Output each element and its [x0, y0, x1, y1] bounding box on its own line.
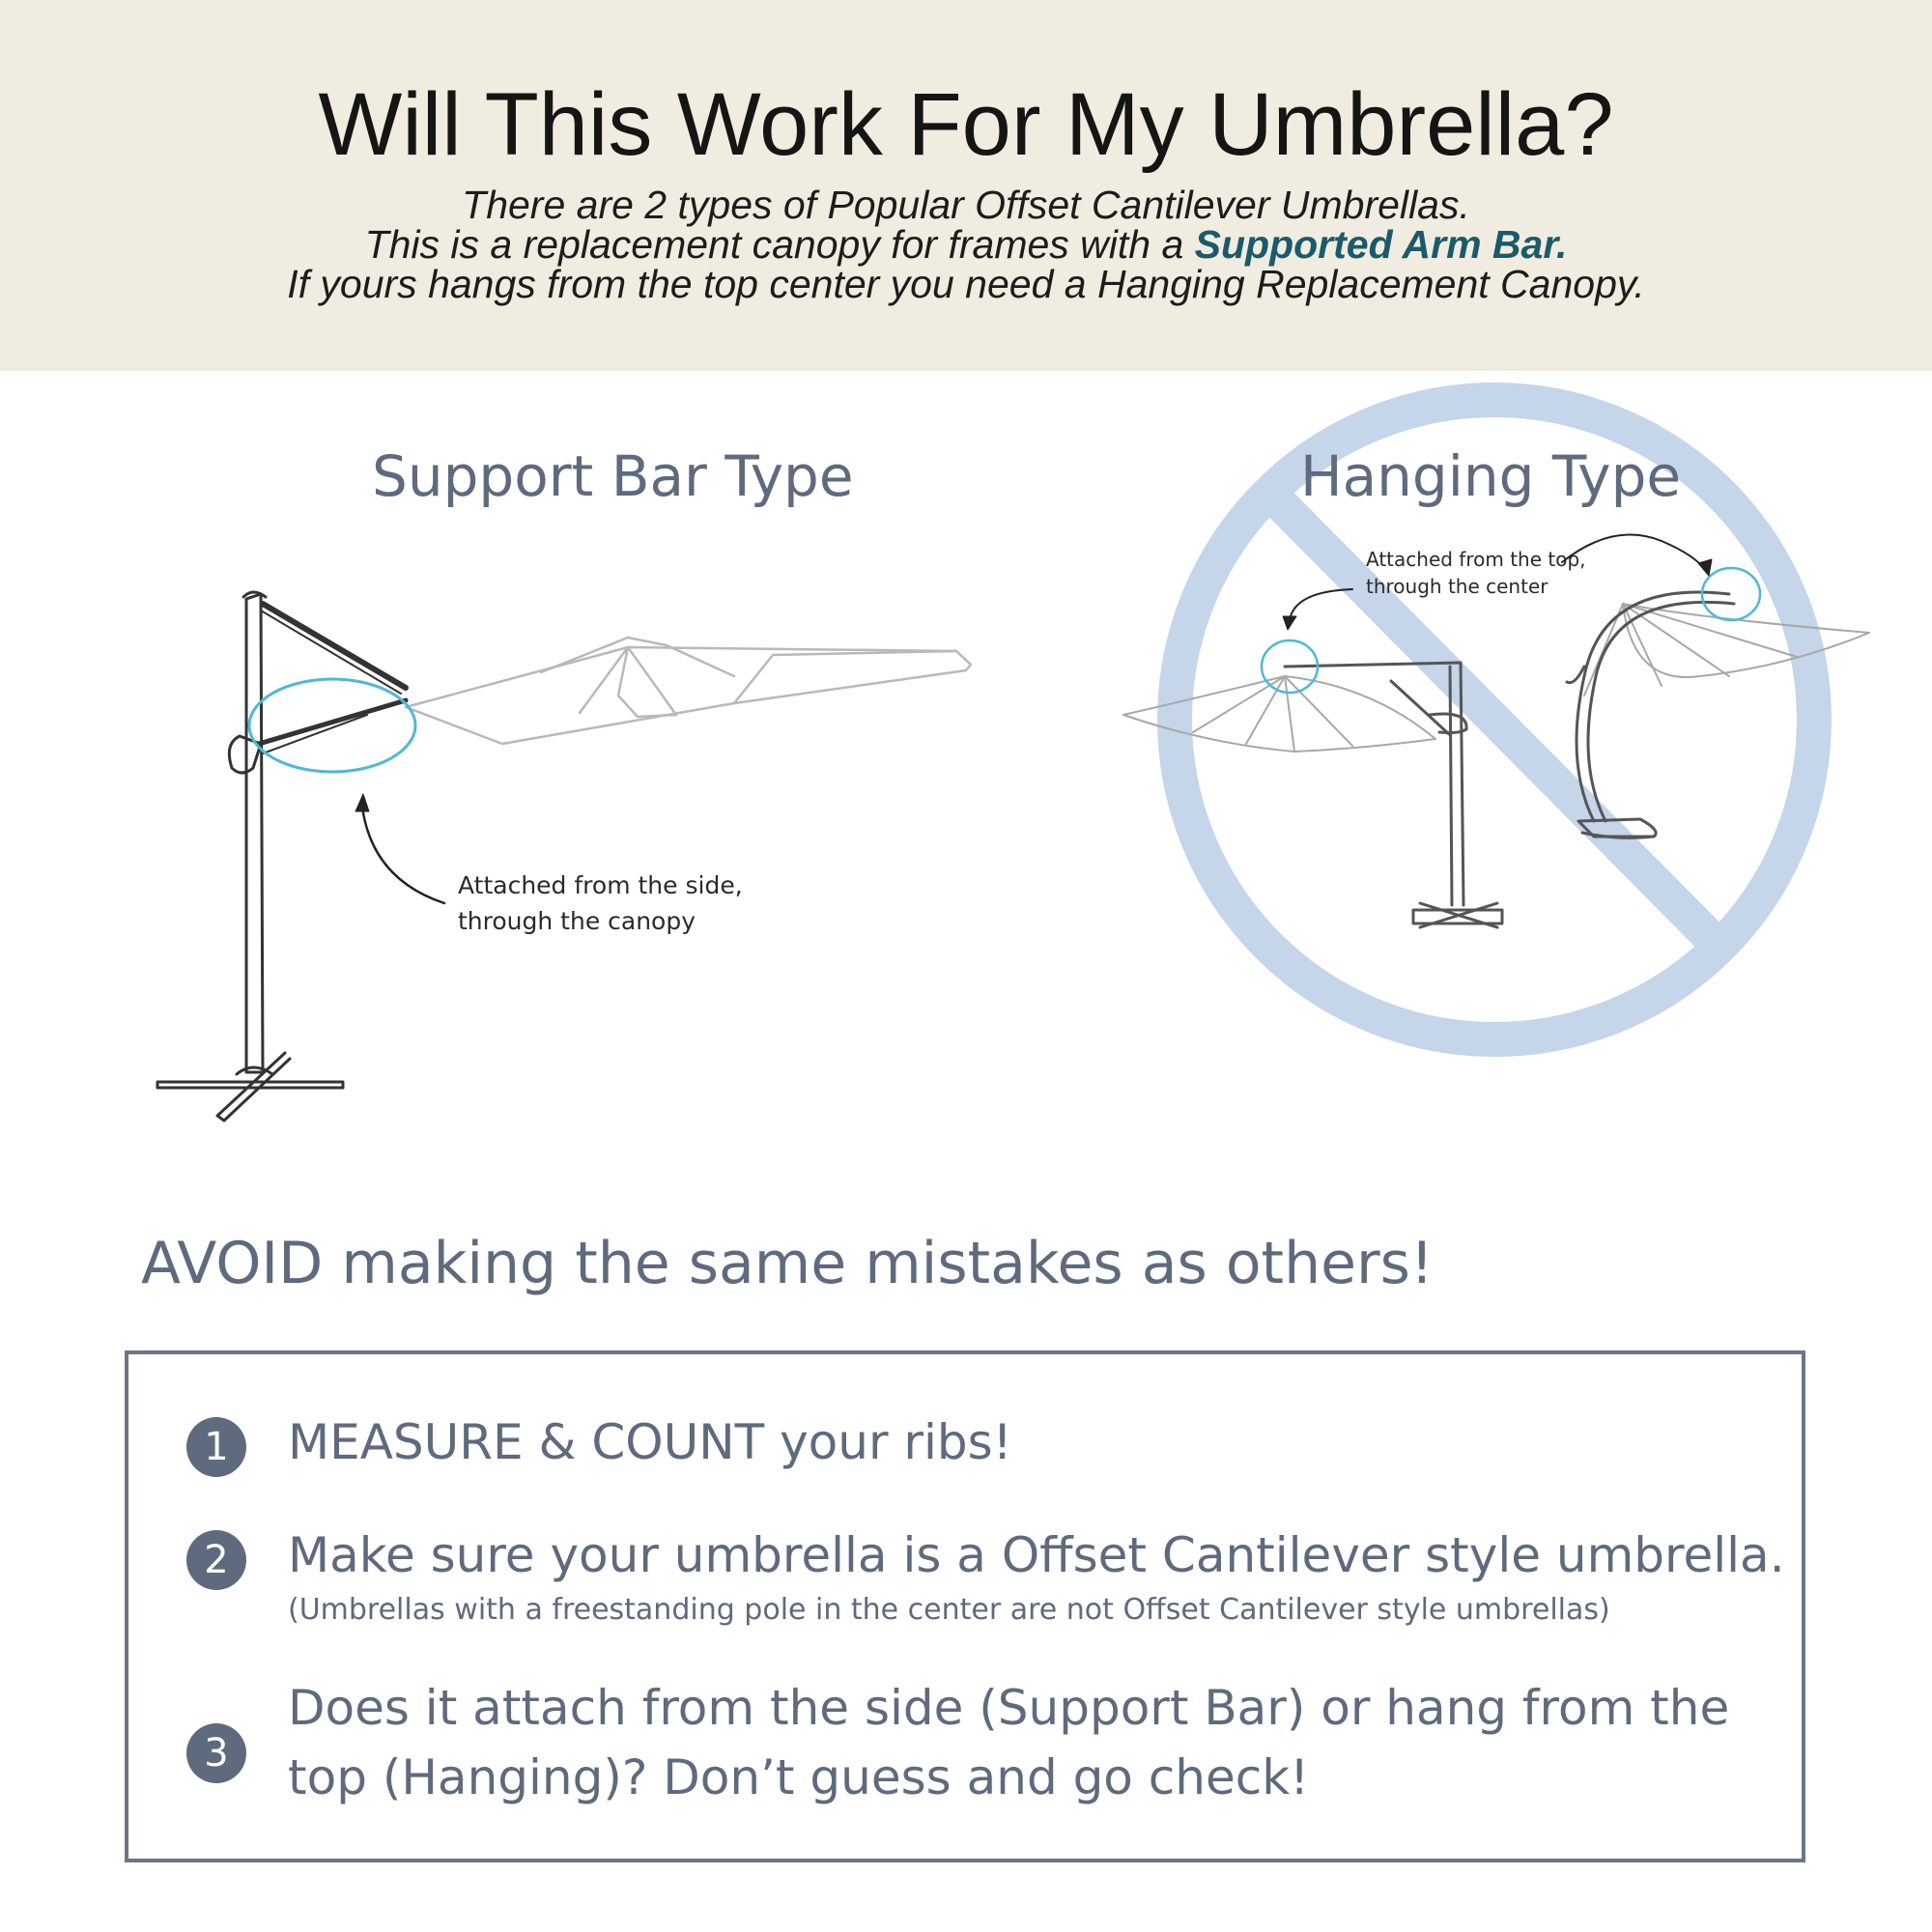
support-bar-heading: Support Bar Type [372, 443, 854, 509]
subtitle-line-2-text: This is a replacement canopy for frames with a [364, 222, 1195, 267]
tip-text: Make sure your umbrella is a Offset Cantilever style umbrella. [288, 1527, 1785, 1583]
hanging-callout-line-1: Attached from the top, [1366, 548, 1586, 571]
supported-arm-bar-highlight: Supported Arm Bar. [1194, 222, 1568, 267]
tip-text-line-1: Does it attach from the side (Support Bar) or hang from the [288, 1680, 1730, 1736]
tip-number-badge: 2 [186, 1530, 246, 1590]
hanging-callout-line-2: through the center [1366, 575, 1548, 598]
tips-box [125, 1350, 1805, 1862]
support-bar-callout [458, 867, 743, 939]
subtitle-line-1: There are 2 types of Popular Offset Cantilever Umbrellas. [462, 183, 1470, 227]
subtitle-line-3: If yours hangs from the top center you need a Hanging Replacement Canopy. [287, 262, 1645, 306]
tip-note: (Umbrellas with a freestanding pole in the center are not Offset Cantilever style umbrellas) [288, 1593, 1610, 1627]
tip-number-badge: 3 [186, 1723, 246, 1783]
tip-number-badge: 1 [186, 1417, 246, 1477]
support-bar-callout-line-1: Attached from the side, [458, 871, 743, 899]
avoid-heading: AVOID making the same mistakes as others! [141, 1230, 1434, 1297]
tip-text: MEASURE & COUNT your ribs! [288, 1414, 1012, 1470]
page-title: Will This Work For My Umbrella? [318, 75, 1614, 174]
hanging-type-heading: Hanging Type [1300, 443, 1682, 509]
tip-text [288, 1673, 1729, 1812]
tip-text-line-2: top (Hanging)? Don’t guess and go check! [288, 1749, 1310, 1805]
hanging-callout [1366, 546, 1586, 600]
support-bar-callout-line-2: through the canopy [458, 907, 696, 935]
support-bar-umbrella-icon [157, 592, 971, 1121]
